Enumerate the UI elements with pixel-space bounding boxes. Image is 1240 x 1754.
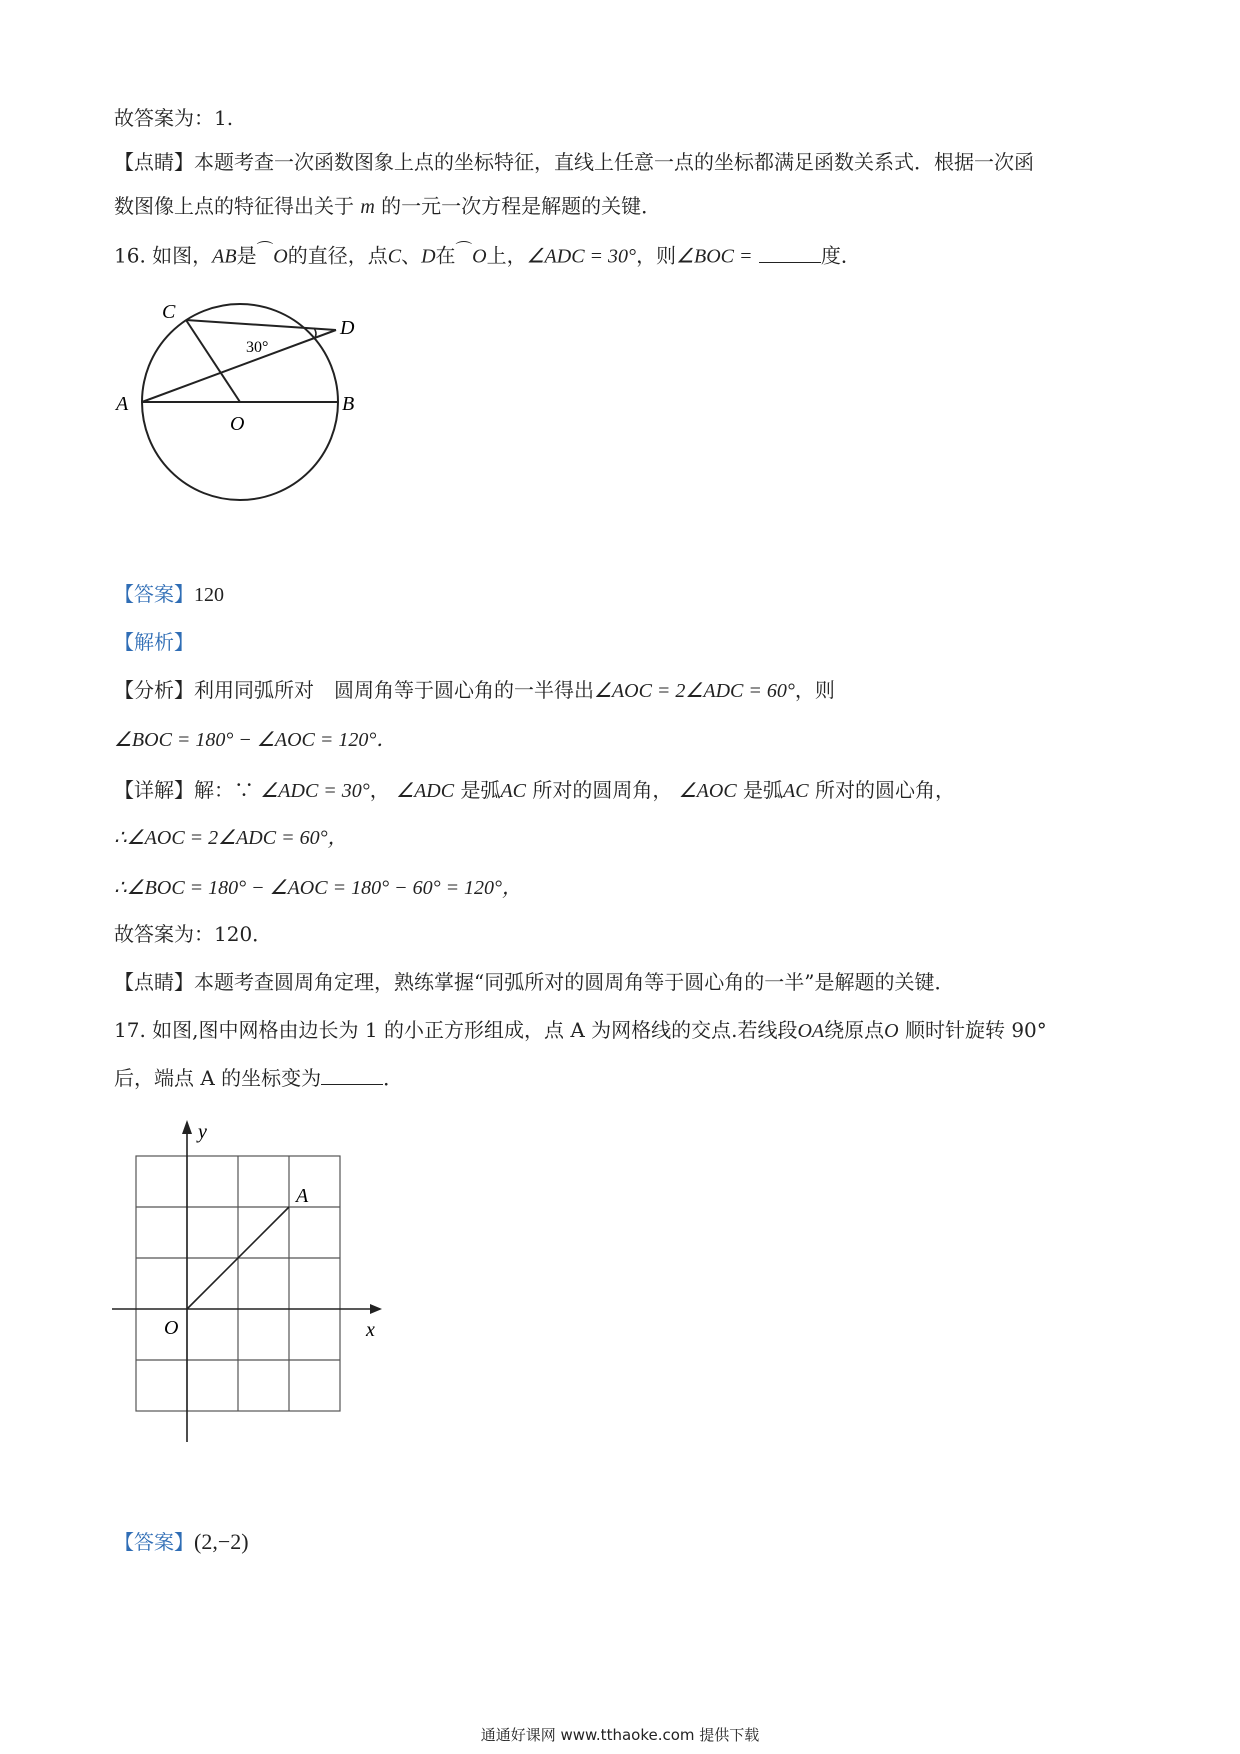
q16-ab: AB: [212, 245, 237, 268]
step-1: ∴∠AOC = 2∠ADC = 60°，: [114, 827, 348, 849]
answer-17: [114, 1528, 249, 1557]
q17-text-b: 绕原点: [824, 1018, 885, 1042]
q16-unit: 度．: [820, 243, 861, 268]
xj-a: 解：∵: [194, 778, 254, 802]
dianjing-tag-16: 【点睛】: [114, 970, 194, 994]
q17-text-d: 后，端点 A 的坐标变为: [114, 1066, 322, 1090]
q17-o: O: [884, 1020, 899, 1042]
q16-d: D: [421, 245, 436, 268]
xj-d: ∠ADC: [396, 780, 455, 802]
answer-value-17: (2,−2): [194, 1529, 249, 1554]
q16-is: 是: [236, 243, 257, 268]
xj-k: 所对的圆心角，: [814, 778, 955, 802]
dianjing-tag: 【点睛】: [114, 150, 194, 174]
footer-text: 通通好课网 www.tthaoke.com 提供下载: [480, 1726, 760, 1744]
answer-value-16: 120: [194, 584, 224, 606]
q16-angle: ∠ADC = 30°: [526, 245, 637, 268]
fenxi-then: ，则: [794, 678, 835, 702]
q16-o2: O: [472, 245, 487, 268]
label-point-a: A: [296, 1185, 309, 1207]
answer-blank: [759, 242, 821, 263]
dianjing-text-2b: 的一元一次方程是解题的关键．: [381, 194, 662, 218]
answer-tag-17: 【答案】: [114, 1530, 194, 1554]
q16-c: C: [387, 245, 402, 268]
fenxi-text: 利用同弧所对 圆周角等于圆心角的一半得出: [194, 678, 594, 702]
xj-c: ，: [369, 778, 390, 802]
question-17-line-1: [114, 1016, 1047, 1045]
xj-f: AC: [500, 780, 527, 802]
circle-symbol-2: ⌒: [455, 240, 473, 259]
label-a: A: [116, 393, 129, 415]
q16-intro: 16. 如图，: [114, 243, 213, 268]
dianjing-line-1: [114, 148, 1034, 176]
jiexi-line: [114, 628, 194, 656]
label-d: D: [340, 317, 355, 339]
answer-tag: 【答案】: [114, 582, 194, 606]
xj-b: ∠ADC = 30°: [260, 780, 370, 802]
q16-up: 上，: [486, 243, 527, 268]
answer-16: [114, 580, 224, 609]
q16-diameter: 的直径，点: [287, 243, 388, 268]
circle-diagram: [100, 262, 360, 522]
q17-text-c: 顺时针旋转 90°: [904, 1018, 1047, 1042]
variable-m: m: [360, 196, 375, 218]
label-b: B: [342, 393, 355, 415]
chord-ad: [142, 330, 336, 402]
xj-e: 是弧: [460, 778, 501, 802]
label-c: C: [162, 301, 176, 323]
dianjing-text-2a: 数图像上点的特征得出关于: [114, 194, 354, 218]
answer-blank-17: [321, 1064, 383, 1085]
dianjing-text-16: 本题考查圆周角定理，熟练掌握“同弧所对的圆周角等于圆心角的一半”是解题的关键．: [194, 970, 955, 994]
xiangjie-tag: 【详解】: [114, 778, 194, 802]
q16-on: 在: [435, 243, 456, 268]
label-x: x: [366, 1319, 375, 1341]
question-17-line-2: [114, 1064, 403, 1092]
x-axis-arrow: [370, 1304, 382, 1314]
angle-arc: [314, 328, 316, 339]
xiangjie-line: [114, 776, 955, 805]
jiexi-tag: 【解析】: [114, 630, 194, 654]
y-axis-arrow: [182, 1120, 192, 1134]
dianjing-text: 本题考查一次函数图象上点的坐标特征，直线上任意一点的坐标都满足函数关系式．根据一次函: [194, 150, 1034, 174]
answer-line-16: 故答案为：120．: [114, 922, 273, 946]
q17-oa: OA: [797, 1020, 825, 1042]
q16-boc: ∠BOC =: [676, 245, 753, 268]
grid-lines: [136, 1156, 340, 1411]
fenxi-line-1: [114, 676, 835, 705]
label-o: O: [230, 413, 245, 435]
grid-diagram: [100, 1112, 400, 1452]
dianjing-line-2: [114, 192, 661, 221]
q17-text-e: ．: [383, 1066, 404, 1090]
q16-then: ，则: [636, 243, 677, 268]
circle-symbol: ⌒: [256, 240, 274, 259]
label-origin: O: [164, 1317, 179, 1339]
answer-line-15: 故答案为：1.: [114, 106, 234, 130]
fenxi-eq: ∠AOC = 2∠ADC = 60°: [594, 680, 795, 702]
xj-j: AC: [783, 780, 809, 802]
dianjing-16: [114, 968, 954, 996]
fenxi-tag: 【分析】: [114, 678, 194, 702]
fenxi-line-2: ∠BOC = 180° − ∠AOC = 120°．: [114, 729, 397, 751]
xj-g: 所对的圆周角，: [532, 778, 673, 802]
xj-h: ∠AOC: [678, 780, 737, 802]
xj-i: 是弧: [743, 778, 784, 802]
q17-text-a: 17. 如图,图中网格由边长为 1 的小正方形组成，点 A 为网格线的交点.若线段: [114, 1018, 798, 1042]
q16-sep: 、: [401, 243, 422, 268]
label-y: y: [198, 1121, 207, 1143]
step-2: ∴∠BOC = 180° − ∠AOC = 180° − 60° = 120°，: [114, 877, 523, 899]
label-angle-30: 30°: [246, 339, 269, 356]
q16-o: O: [273, 245, 288, 268]
radius-oc: [186, 320, 240, 402]
